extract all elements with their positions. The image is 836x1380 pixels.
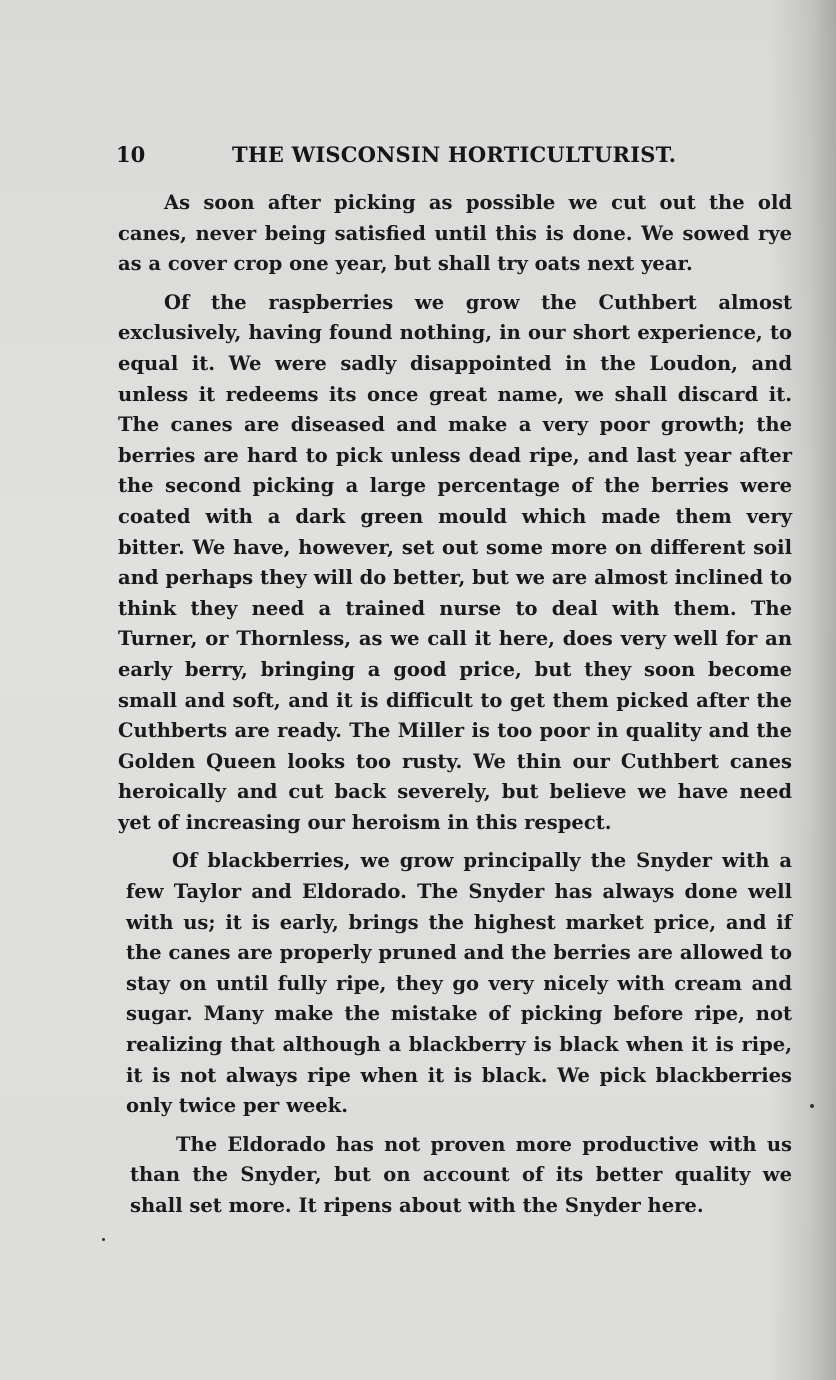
scan-speck [102,1238,105,1241]
paragraph-pruning: As soon after picking as possible we cut out the old canes, never being satisfied until this is done. We sowed rye as a cover crop one year, but shall try oats next year. [118,191,792,276]
running-head [116,140,688,172]
paragraph-eldorado: The Eldorado has not proven more productive with us than the Snyder, but on account of its better quality we shall set more. It ripens about with the Snyder here. [130,1132,792,1217]
page-number: 10 [116,142,146,167]
article-body [118,188,792,1230]
scan-speck [810,1104,814,1108]
journal-title: THE WISCONSIN HORTICULTURIST. [232,142,677,167]
paragraph-raspberries: Of the raspberries we grow the Cuthbert almost exclusively, having found nothing, in our short experience, to equal it. We were sadly disappointed in the Loudon, and unless it redeems its once great name, we shall discard it. The canes are diseased and make a very poor growth; the berries are hard to pick unless dead ripe, and last year after the second picking a large percentage of the berries were coated with a dark green mould which made them very bitter. We have, however, set out some more on different soil and perhaps they will do better, but we are almost inclined to think they need a trained nurse to deal with them. The Turner, or Thornless, as we call it here, does very well for an early berry, bringing a good price, but they soon become small and soft, and it is difficult to get them picked after the Cuthberts are ready. The Miller is too poor in quality and the Golden Queen looks too rusty. We thin our Cuthbert canes heroically and cut back severely, but believe we have need yet of increasing our heroism in this respect. [118,290,792,834]
paragraph-blackberries: Of blackberries, we grow principally the Snyder with a few Taylor and Eldorado. The Snyder has always done well with us; it is early, brings the highest market price, and if the canes are properly pruned and the berries are allowed to stay on until fully ripe, they go very nicely with cream and sugar. Many make the mistake of picking before ripe, not realizing that although a blackberry is black when it is ripe, it is not always ripe when it is black. We pick blackberries only twice per week. [126,849,792,1118]
